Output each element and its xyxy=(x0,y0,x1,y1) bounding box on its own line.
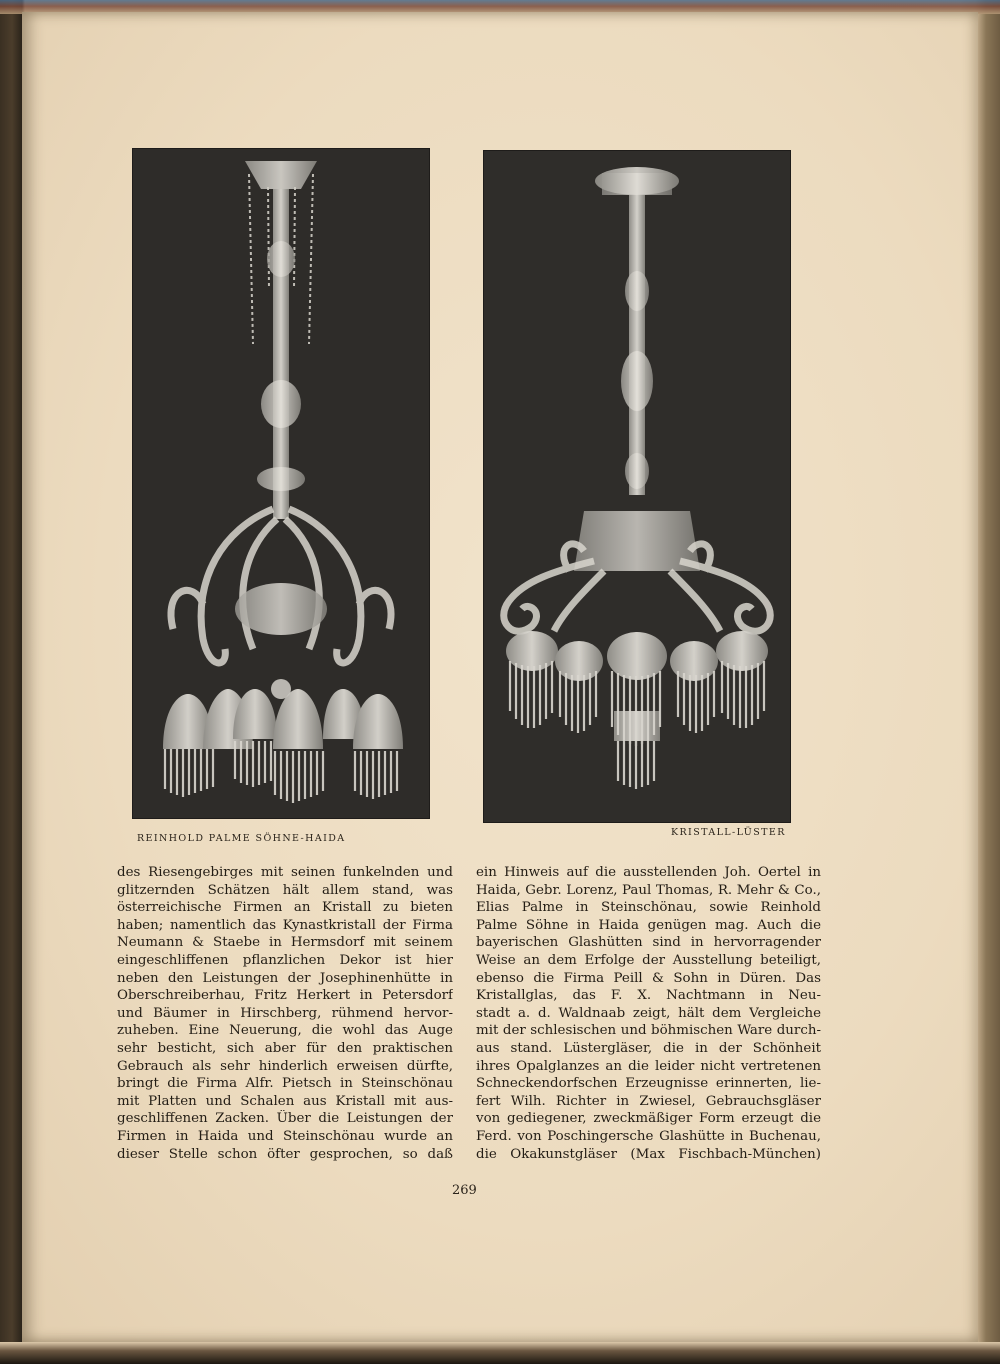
figure-caption-left: REINHOLD PALME SÖHNE-HAIDA xyxy=(137,833,346,844)
text-line: Elias Palme in Steinschönau, sowie Reinhold xyxy=(476,900,821,916)
text-line: fert Wilh. Richter in Zwiesel, Gebrauchsgläser xyxy=(476,1093,821,1109)
text-line: ein Hinweis auf die ausstellenden Joh. Oertel in xyxy=(476,865,821,880)
text-line: und Bäumer in Hirschberg, rühmend hervor- xyxy=(117,1005,453,1021)
text-line: des Riesengebirges mit seinen funkelnden und xyxy=(117,865,453,880)
book-page xyxy=(22,12,978,1342)
text-line: sehr besticht, sich aber für den praktischen xyxy=(117,1040,453,1056)
text-line: stadt a. d. Waldnaab zeigt, hält dem Vergleiche xyxy=(476,1005,821,1021)
text-line: mit Platten und Schalen aus Kristall mit aus- xyxy=(117,1093,453,1109)
text-line: bayerischen Glashütten sind in hervorragender xyxy=(476,935,821,951)
text-line: Ferd. von Poschingersche Glashütte in Buchenau, xyxy=(476,1128,821,1144)
text-line: zuheben. Eine Neuerung, die wohl das Auge xyxy=(117,1023,453,1039)
text-column-right xyxy=(476,864,821,1163)
text-column-left xyxy=(117,864,453,1163)
text-line: bringt die Firma Alfr. Pietsch in Steinschönau xyxy=(117,1076,453,1092)
crystal-chandelier-icon xyxy=(484,151,790,822)
text-line: Firmen in Haida und Steinschönau wurde an xyxy=(117,1128,453,1144)
text-line: ihres Opalglanzes an die leider nicht vertretenen xyxy=(476,1058,821,1074)
text-line: geschliffenen Zacken. Über die Leistungen der xyxy=(117,1111,453,1127)
text-line: ebenso die Firma Peill & Sohn in Düren. Das xyxy=(476,970,821,986)
figure-caption-right: KRISTALL-LÜSTER xyxy=(671,827,786,838)
chandelier-photo-right xyxy=(484,151,790,822)
text-line: österreichische Firmen an Kristall zu bieten xyxy=(117,900,453,916)
text-line: Oberschreiberhau, Fritz Herkert in Petersdorf xyxy=(117,988,453,1004)
page-number: 269 xyxy=(452,1183,477,1198)
chandelier-photo-left xyxy=(133,149,429,818)
text-line: die Okakunstgläser (Max Fischbach-München) xyxy=(476,1146,821,1162)
text-line: Weise an dem Erfolge der Ausstellung beteiligt, xyxy=(476,952,821,968)
text-line: glitzernden Schätzen hält allem stand, was xyxy=(117,882,453,898)
text-line: Kristallglas, das F. X. Nachtmann in Neu- xyxy=(476,988,821,1004)
text-line: von gediegener, zweckmäßiger Form erzeugt die xyxy=(476,1111,821,1127)
text-line: Palme Söhne in Haida genügen mag. Auch die xyxy=(476,917,821,933)
book-bottom-edge xyxy=(0,1342,1000,1364)
text-line: aus stand. Lüstergläser, die in der Schönheit xyxy=(476,1040,821,1056)
text-line: neben den Leistungen der Josephinenhütte in xyxy=(117,970,453,986)
crystal-chandelier-icon xyxy=(133,149,429,818)
text-line: dieser Stelle schon öfter gesprochen, so daß xyxy=(117,1146,453,1162)
text-line: haben; namentlich das Kynastkristall der Firma xyxy=(117,917,453,933)
text-line: Neumann & Staebe in Hermsdorf mit seinem xyxy=(117,935,453,951)
text-line: eingeschliffenen pflanzlichen Dekor ist hier xyxy=(117,952,453,968)
text-line: Schneckendorfschen Erzeugnisse erinnerten, lie- xyxy=(476,1076,821,1092)
text-line: Gebrauch als sehr hinderlich erweisen dürfte, xyxy=(117,1058,453,1074)
text-line: Haida, Gebr. Lorenz, Paul Thomas, R. Mehr & Co., xyxy=(476,882,821,898)
text-line: mit der schlesischen und böhmischen Ware durch- xyxy=(476,1023,821,1039)
